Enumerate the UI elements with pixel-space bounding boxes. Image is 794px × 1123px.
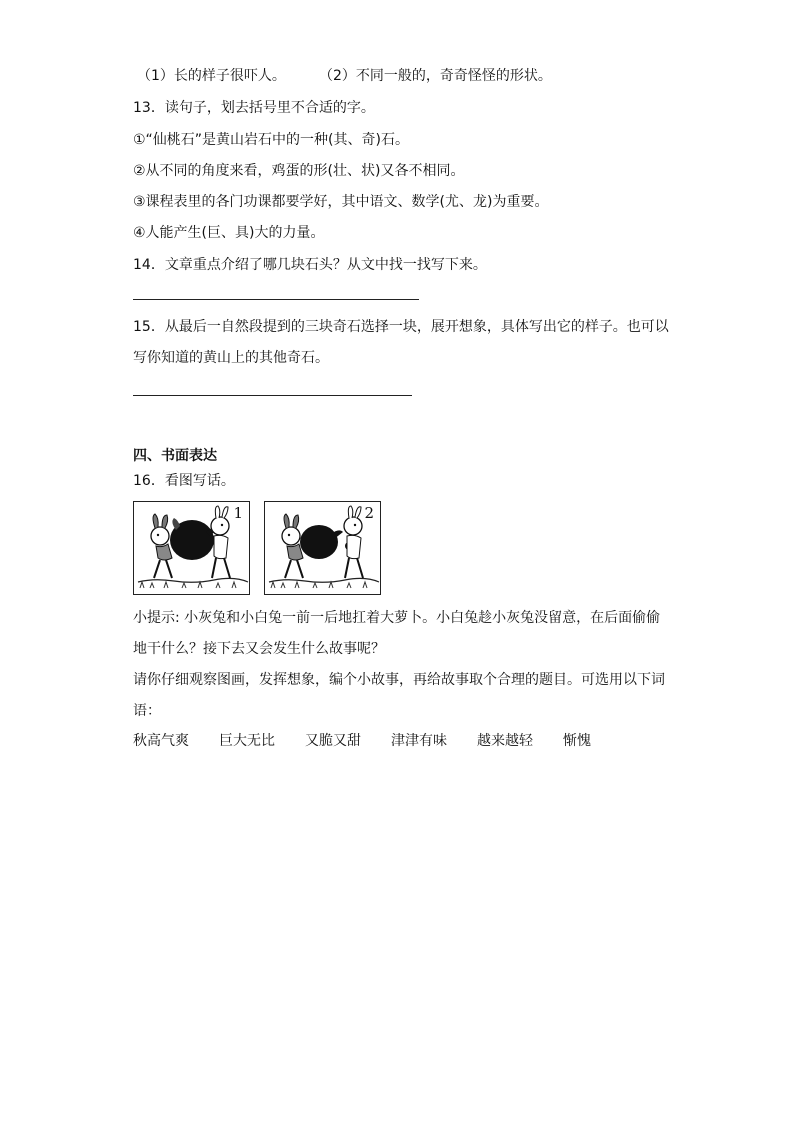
option-1: （1）长的样子很吓人。 (137, 68, 286, 84)
q13-item-2: ②从不同的角度来看，鸡蛋的形(壮、状)又各不相同。 (133, 163, 465, 179)
q15-line-2: 写你知道的黄山上的其他奇石。 (133, 350, 329, 366)
q13-item-1: ①“仙桃石”是黄山岩石中的一种(其、奇)石。 (133, 132, 409, 148)
q15-line-1: 15．从最后一自然段提到的三块奇石选择一块，展开想象，具体写出它的样子。也可以 (133, 319, 669, 335)
q13-item-4: ④人能产生(巨、具)大的力量。 (133, 225, 325, 241)
q15-answer-line[interactable] (133, 395, 412, 396)
word-item: 越来越轻 (477, 733, 533, 749)
panel-number-1: 1 (233, 504, 243, 522)
q16-instruction-line-1: 请你仔细观察图画，发挥想象，编个小故事，再给故事取个合理的题目。可选用以下词 (133, 672, 665, 688)
section-4-heading: 四、书面表达 (133, 448, 217, 464)
picture-panel-1 (133, 501, 250, 595)
q16-title: 16．看图写话。 (133, 473, 235, 489)
q16-hint-line-1: 小提示: 小灰兔和小白兔一前一后地扛着大萝卜。小白兔趁小灰兔没留意，在后面偷偷 (133, 610, 661, 626)
q14-answer-line[interactable] (133, 299, 419, 300)
q16-hint-line-2: 地干什么？接下去又会发生什么故事呢？ (133, 641, 385, 657)
q14-title: 14．文章重点介绍了哪几块石头？从文中找一找写下来。 (133, 257, 487, 273)
panel-number-2: 2 (364, 504, 374, 522)
q16-instruction-line-2: 语： (133, 703, 161, 719)
word-item: 又脆又甜 (305, 733, 361, 749)
picture-panel-2 (264, 501, 381, 595)
q13-item-3: ③课程表里的各门功课都要学好，其中语文、数学(尤、龙)为重要。 (133, 194, 549, 210)
q13-title: 13．读句子，划去括号里不合适的字。 (133, 100, 375, 116)
word-item: 巨大无比 (219, 733, 275, 749)
option-2: （2）不同一般的，奇奇怪怪的形状。 (319, 68, 552, 84)
word-bank (133, 731, 621, 751)
word-item: 秋高气爽 (133, 733, 189, 749)
word-item: 惭愧 (563, 733, 591, 749)
word-item: 津津有味 (391, 733, 447, 749)
